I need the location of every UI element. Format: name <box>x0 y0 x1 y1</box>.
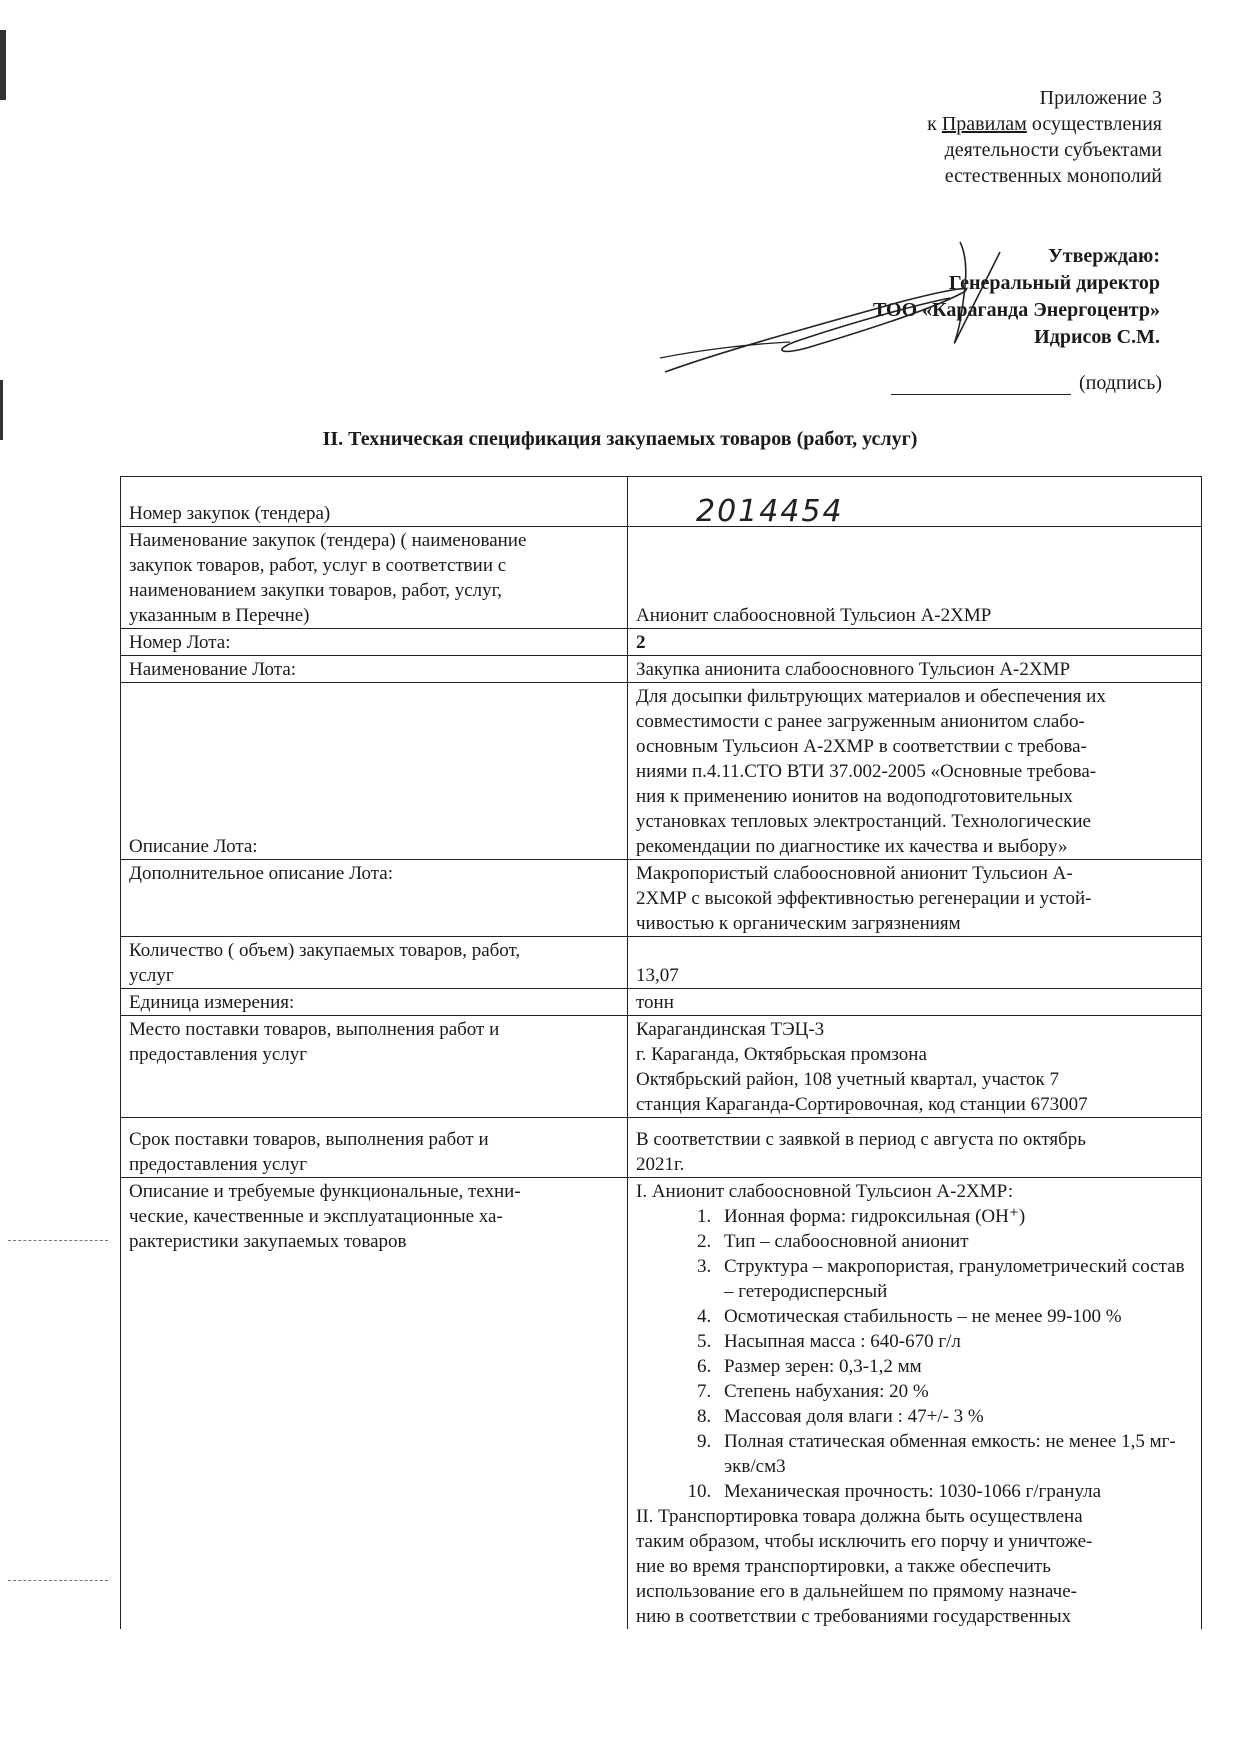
signature-label: (подпись) <box>1078 372 1162 394</box>
list-item: 6. Размер зерен: 0,3-1,2 мм <box>716 1354 1193 1379</box>
value-line: станция Караганда-Сортировочная, код станции 673007 <box>636 1094 1088 1115</box>
table-row <box>121 1016 1202 1118</box>
label-cell <box>121 527 628 629</box>
value-line: таким образом, чтобы исключить его порчу и уничтоже- <box>636 1531 1093 1552</box>
scan-dotted-line <box>8 1580 108 1581</box>
value-line: установках тепловых электростанций. Технологические <box>636 811 1091 832</box>
label-cell: Наименование Лота: <box>121 656 628 683</box>
value-line: ния к применению ионитов на водоподготовительных <box>636 786 1073 807</box>
appendix-line: деятельности субъектами <box>944 139 1162 161</box>
table-row <box>121 1118 1202 1178</box>
value-line: г. Караганда, Октябрьская промзона <box>636 1044 927 1065</box>
label-line: услуг <box>129 965 174 986</box>
appendix-line: естественных монополий <box>944 165 1162 187</box>
label-cell: Номер закупок (тендера) <box>121 477 628 527</box>
label-line: рактеристики закупаемых товаров <box>129 1231 407 1252</box>
value-cell <box>628 683 1202 860</box>
label-line: Место поставки товаров, выполнения работ и <box>129 1019 500 1040</box>
appendix-prefix: к <box>927 113 942 135</box>
appendix-line <box>927 111 1162 137</box>
scan-dotted-line <box>8 1240 108 1241</box>
table-row <box>121 656 1202 683</box>
table-row <box>121 860 1202 937</box>
signature-blank <box>891 376 1071 395</box>
value-line: Карагандинская ТЭЦ-3 <box>636 1019 825 1040</box>
scan-edge-mark <box>0 30 6 100</box>
value-cell: 13,07 <box>628 937 1202 989</box>
list-item: 7. Степень набухания: 20 % <box>716 1379 1193 1404</box>
label-line: предоставления услуг <box>129 1154 308 1175</box>
signature-line <box>891 372 1162 395</box>
list-item: 10. Механическая прочность: 1030-1066 г/гранула <box>716 1479 1193 1504</box>
value-cell <box>628 1178 1202 1630</box>
approval-line: Идрисов С.М. <box>1034 326 1160 348</box>
specification-table <box>120 476 1202 1629</box>
value-cell <box>628 1118 1202 1178</box>
value-cell: Закупка анионита слабоосновного Тульсион А-2ХМР <box>628 656 1202 683</box>
appendix-header <box>927 85 1162 189</box>
list-item: 1. Ионная форма: гидроксильная (ОН⁺) <box>716 1204 1193 1229</box>
value-line: совместимости с ранее загруженным анионитом слабо- <box>636 711 1085 732</box>
value-line: ниями п.4.11.СТО ВТИ 37.002-2005 «Основные требова- <box>636 761 1097 782</box>
label-line: Срок поставки товаров, выполнения работ и <box>129 1129 489 1150</box>
table-row <box>121 937 1202 989</box>
list-item: 5. Насыпная масса : 640-670 г/л <box>716 1329 1193 1354</box>
section-title: I. Анионит слабоосновной Тульсион А-2ХМР: <box>636 1181 1014 1202</box>
value-line: Макропористый слабоосновной анионит Тульсион А- <box>636 863 1073 884</box>
table-row <box>121 527 1202 629</box>
characteristics-list <box>636 1204 1193 1504</box>
value-cell <box>628 860 1202 937</box>
table-row <box>121 629 1202 656</box>
approval-line: ТОО «Караганда Энергоцентр» <box>872 299 1160 321</box>
label-cell <box>121 937 628 989</box>
label-line: наименованием закупки товаров, работ, услуг, <box>129 580 503 601</box>
label-line: Количество ( объем) закупаемых товаров, работ, <box>129 940 521 961</box>
value-line: Октябрьский район, 108 учетный квартал, участок 7 <box>636 1069 1059 1090</box>
value-line: использование его в дальнейшем по прямому назначе- <box>636 1581 1077 1602</box>
list-item: 3. Структура – макропористая, гранулометрический состав – гетеродисперсный <box>716 1254 1193 1304</box>
label-line: ческие, качественные и эксплуатационные ха- <box>129 1206 503 1227</box>
value-line: рекомендации по диагностике их качества и выбору» <box>636 836 1068 857</box>
label-line: закупок товаров, работ, услуг в соответствии с <box>129 555 507 576</box>
value-cell: Анионит слабоосновной Тульсион А-2ХМР <box>628 527 1202 629</box>
value-cell: тонн <box>628 989 1202 1016</box>
value-line: нию в соответствии с требованиями государственных <box>636 1606 1072 1627</box>
label-line: Описание и требуемые функциональные, техни- <box>129 1181 521 1202</box>
value-line: 2021г. <box>636 1154 685 1175</box>
label-cell <box>121 1118 628 1178</box>
list-item: 8. Массовая доля влаги : 47+/- 3 % <box>716 1404 1193 1429</box>
handwritten-tender-number: 2014454 <box>696 494 844 529</box>
value-cell <box>628 477 1202 527</box>
value-cell: 2 <box>628 629 1202 656</box>
value-line: В соответствии с заявкой в период с августа по октябрь <box>636 1129 1086 1150</box>
label-cell: Дополнительное описание Лота: <box>121 860 628 937</box>
list-item: 2. Тип – слабоосновной анионит <box>716 1229 1193 1254</box>
label-cell <box>121 1016 628 1118</box>
value-line: 2ХМР с высокой эффективностью регенерации и устой- <box>636 888 1092 909</box>
appendix-suffix: осуществления <box>1026 113 1162 135</box>
approval-line: Генеральный директор <box>948 272 1160 294</box>
table-row <box>121 1178 1202 1630</box>
list-item: 9. Полная статическая обменная емкость: не менее 1,5 мг-экв/см3 <box>716 1429 1193 1479</box>
value-line: чивостью к органическим загрязнениям <box>636 913 961 934</box>
value-line: ние во время транспортировки, а также обеспечить <box>636 1556 1051 1577</box>
table-row <box>121 683 1202 860</box>
label-line: указанным в Перечне) <box>129 605 310 626</box>
section-2 <box>636 1504 1193 1629</box>
value-line: Для досыпки фильтрующих материалов и обеспечения их <box>636 686 1106 707</box>
appendix-line: Приложение 3 <box>1039 87 1162 109</box>
label-line: предоставления услуг <box>129 1044 308 1065</box>
table-row <box>121 477 1202 527</box>
label-cell: Номер Лота: <box>121 629 628 656</box>
handwritten-signature <box>660 232 1090 382</box>
approval-line: Утверждаю: <box>1048 245 1160 267</box>
value-line: основным Тульсион А-2ХМР в соответствии с требова- <box>636 736 1087 757</box>
label-cell <box>121 1178 628 1630</box>
value-line: II. Транспортировка товара должна быть осуществлена <box>636 1506 1083 1527</box>
label-cell: Описание Лота: <box>121 683 628 860</box>
label-cell: Единица измерения: <box>121 989 628 1016</box>
document-title: II. Техническая спецификация закупаемых товаров (работ, услуг) <box>322 428 918 450</box>
rules-link: Правилам <box>941 113 1027 135</box>
label-line: Наименование закупок (тендера) ( наименование <box>129 530 527 551</box>
table-row <box>121 989 1202 1016</box>
list-item: 4. Осмотическая стабильность – не менее 99-100 % <box>716 1304 1193 1329</box>
value-cell <box>628 1016 1202 1118</box>
